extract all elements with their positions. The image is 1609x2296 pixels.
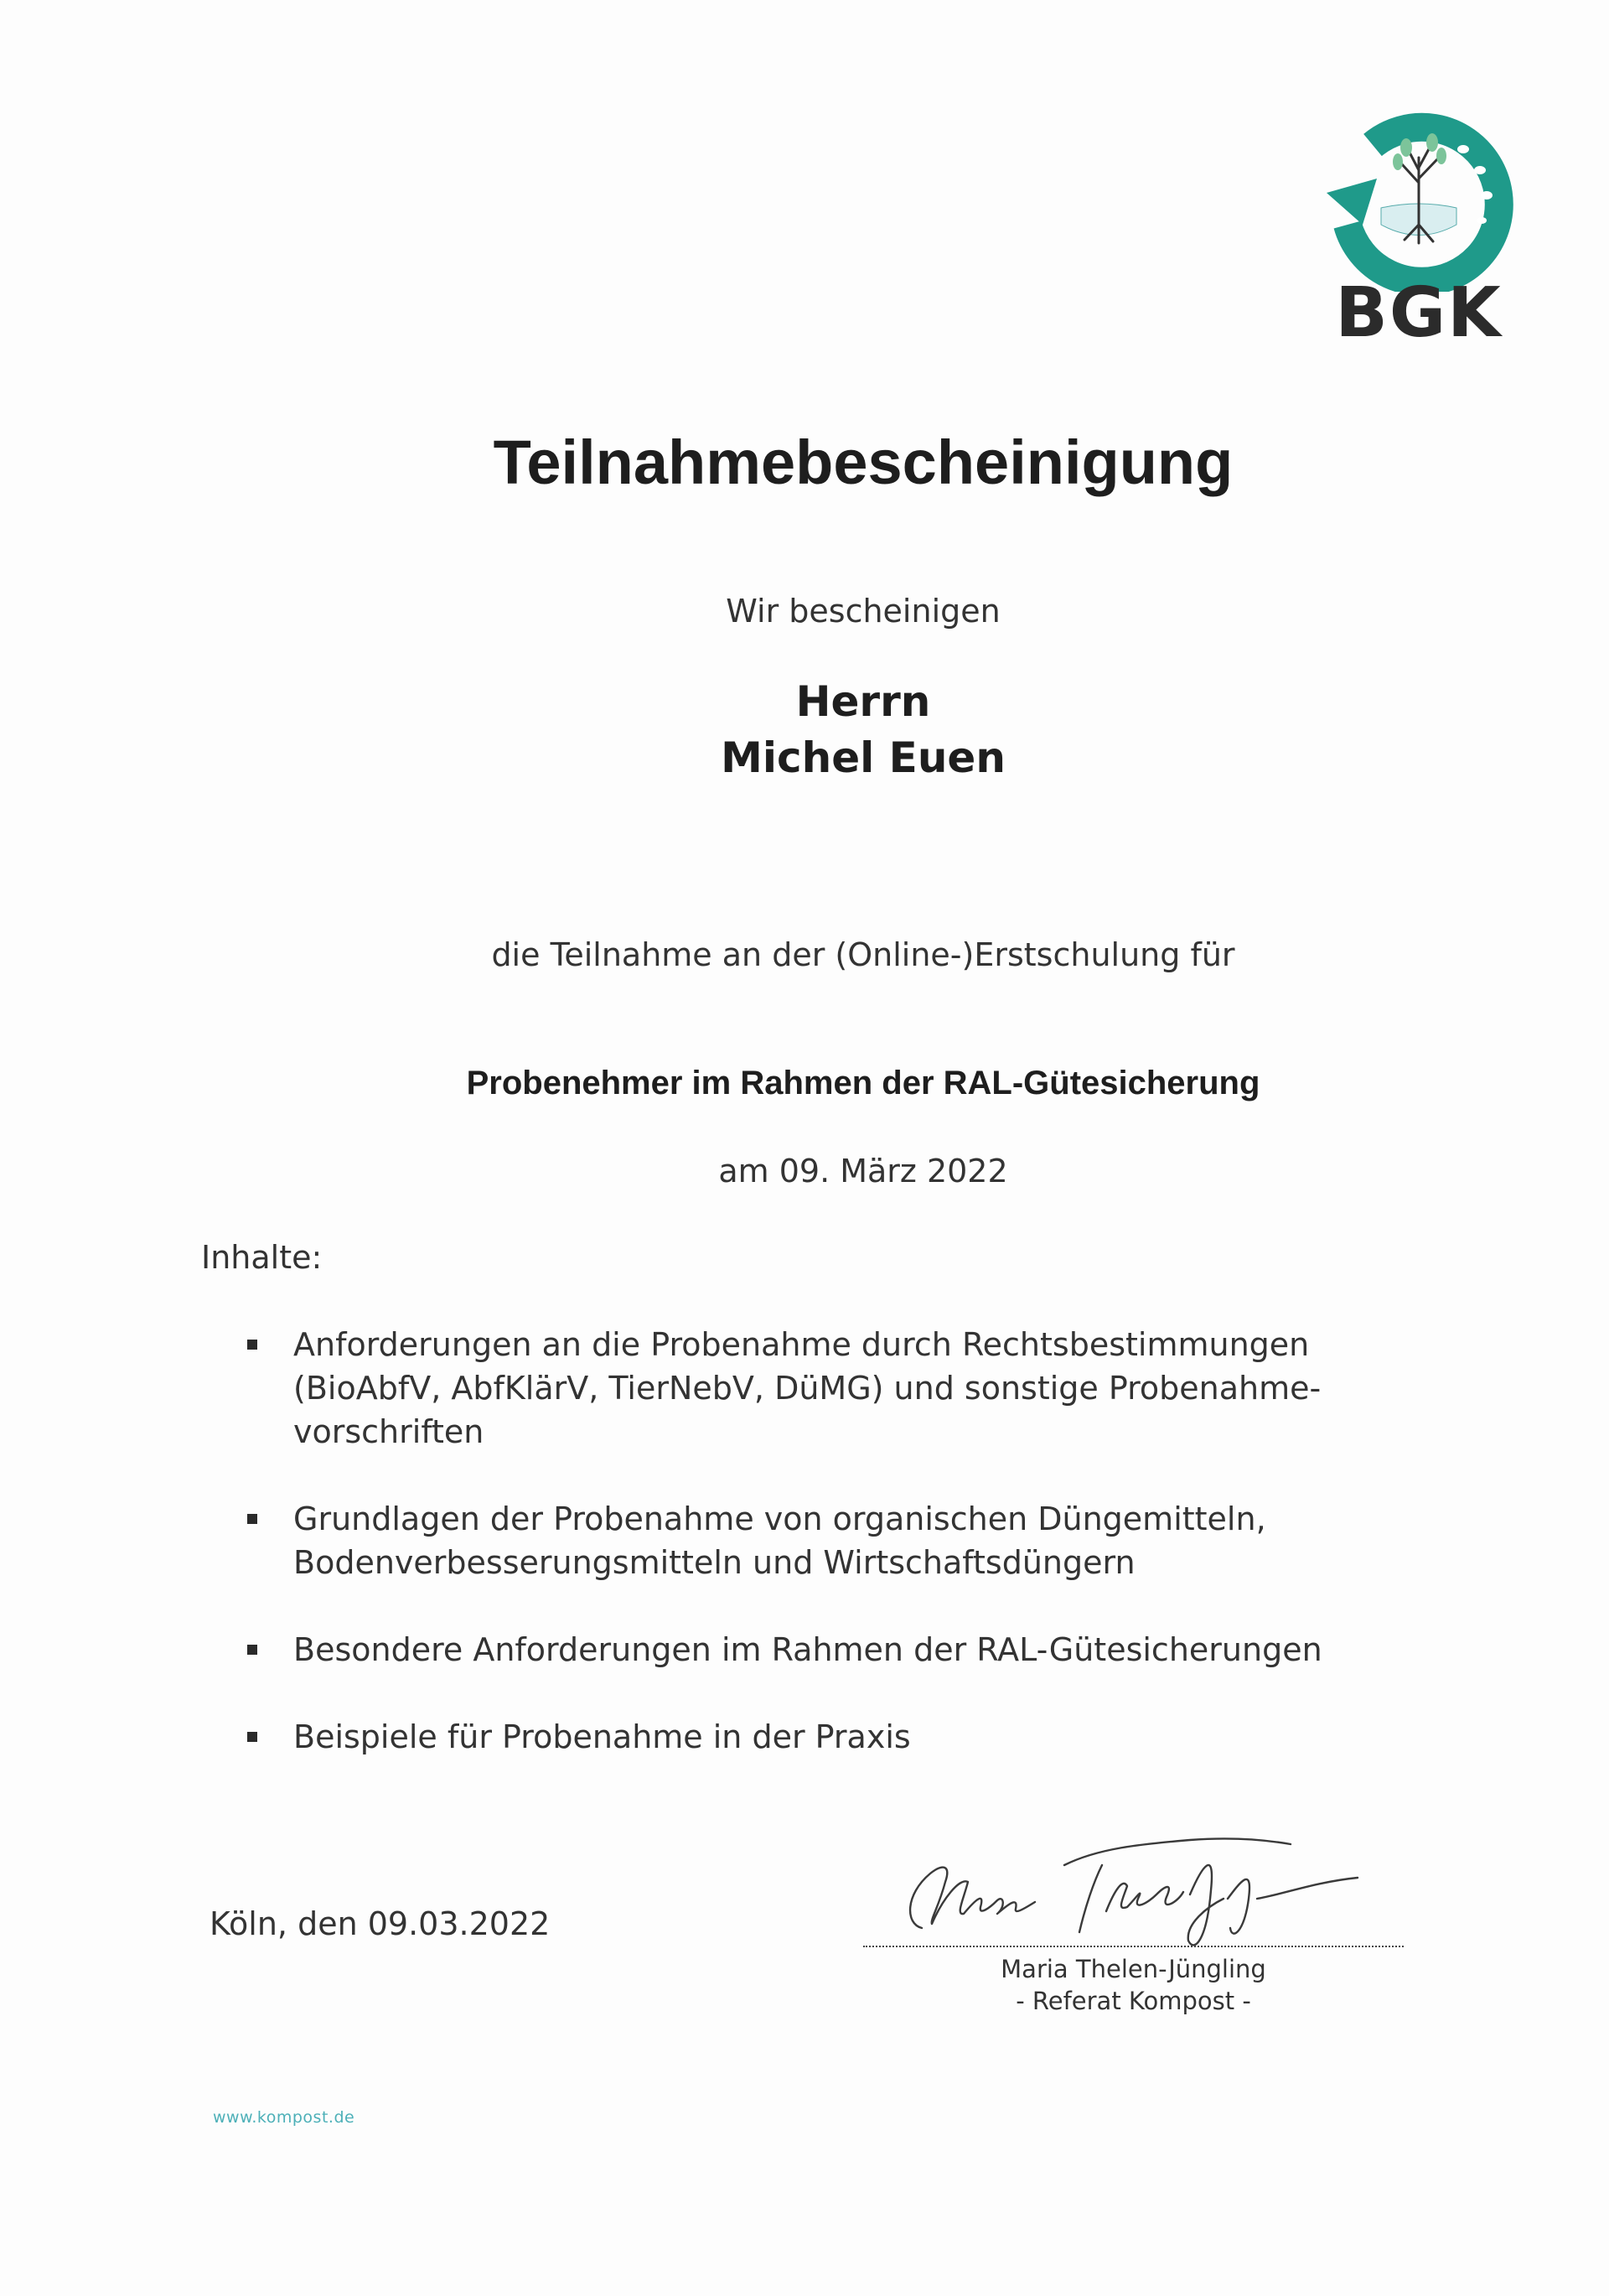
bullet-icon [247, 1732, 257, 1742]
course-date: am 09. März 2022 [718, 1153, 1008, 1189]
contents-label: Inhalte: [201, 1239, 323, 1276]
course-title: Probenehmer im Rahmen der RAL-Gütesicherung [466, 1065, 1260, 1101]
logo-text: BGK [1335, 273, 1503, 353]
list-item: Beispiele für Probenahme in der Praxis [243, 1715, 1349, 1759]
bgk-logo [1322, 99, 1515, 359]
website-link: www.kompost.de [213, 2108, 355, 2127]
participant-name: Michel Euen [721, 733, 1006, 782]
document-title: Teilnahmebescheinigung [493, 428, 1234, 497]
bullet-icon [247, 1645, 257, 1655]
handwritten-signature [872, 1815, 1374, 1957]
intro-text: Wir bescheinigen [726, 593, 1001, 630]
signer-name: Maria Thelen-Jüngling [1001, 1955, 1266, 1983]
signer-department: - Referat Kompost - [1016, 1987, 1251, 2015]
recycling-tree-icon [1322, 99, 1515, 292]
participation-text: die Teilnahme an der (Online-)Erstschulung für [491, 936, 1235, 973]
place-and-date: Köln, den 09.03.2022 [210, 1905, 551, 1942]
bullet-icon [247, 1514, 257, 1524]
list-item: Besondere Anforderungen im Rahmen der RAL-Gütesicherungen [243, 1628, 1349, 1671]
salutation: Herrn [795, 677, 931, 726]
signature-line [863, 1946, 1404, 1947]
list-item: Grundlagen der Probenahme von organischen Düngemitteln, Bodenverbesserungsmitteln und Wirtschaftsdüngern [243, 1497, 1349, 1584]
contents-list [243, 1323, 1349, 1802]
bullet-icon [247, 1340, 257, 1350]
list-item: Anforderungen an die Probenahme durch Rechtsbestimmungen (BioAbfV, AbfKlärV, TierNebV, DüMG) und sonstige Probenahme- vorschriften [243, 1323, 1349, 1454]
